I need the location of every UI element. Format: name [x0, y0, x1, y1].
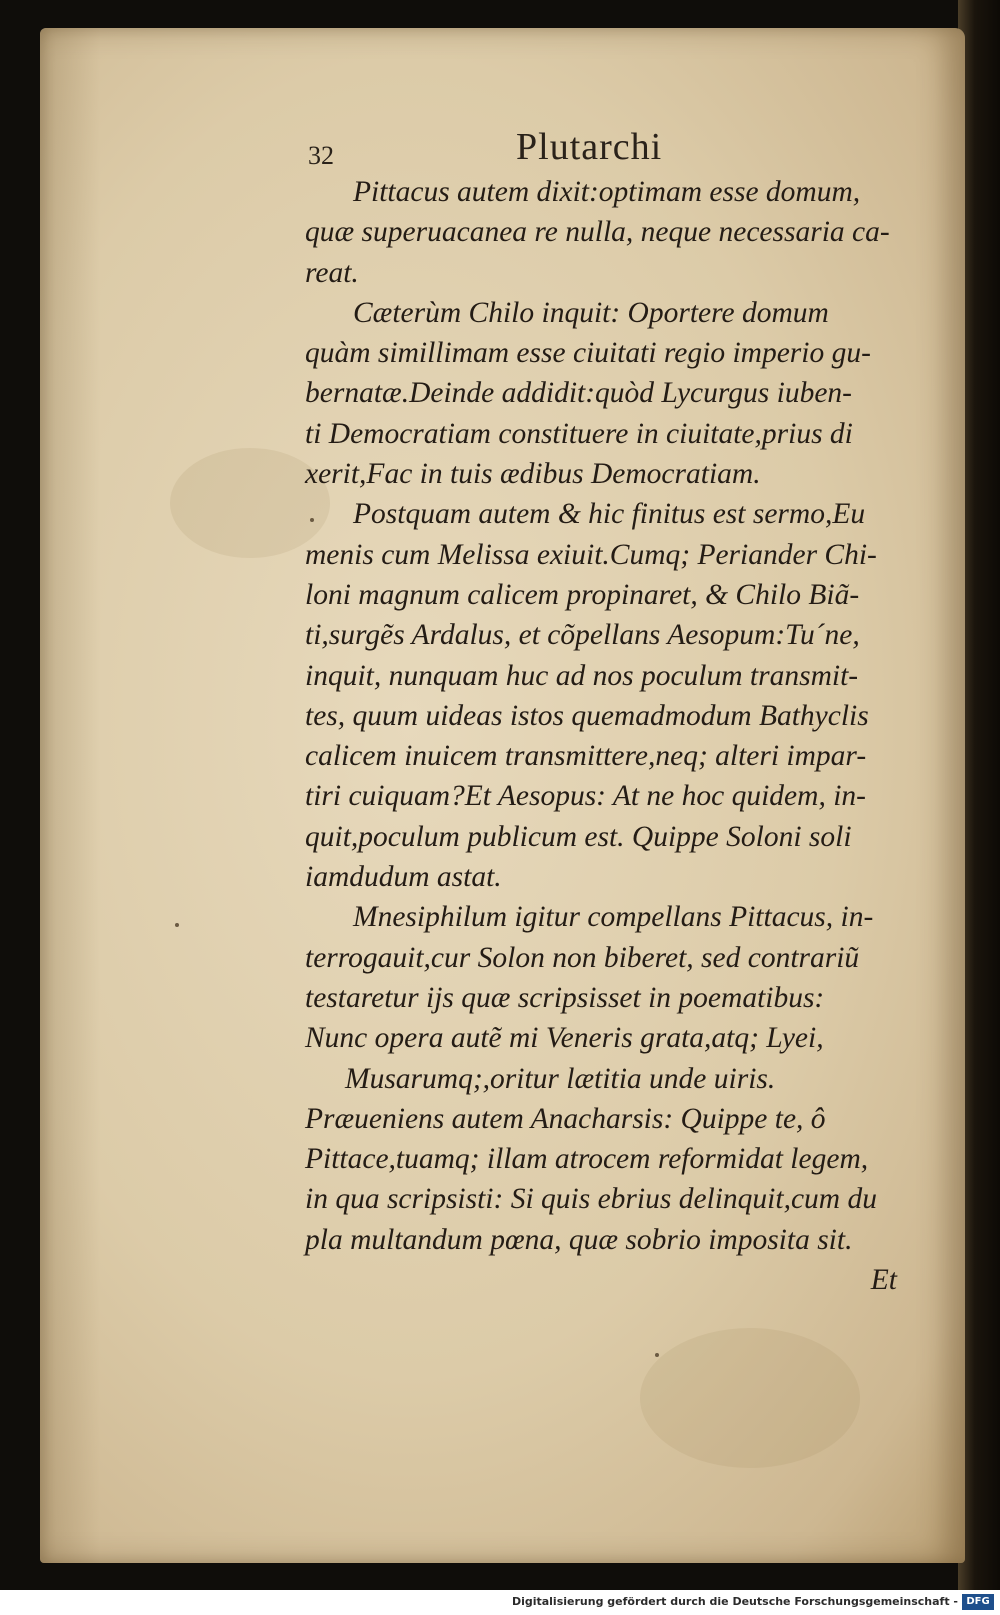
page-number: 32 — [308, 141, 334, 170]
text-line: Postquam autem & hic finitus est sermo,Eu — [353, 498, 866, 531]
text-line: ti Democratiam constituere in ciuitate,prius di — [305, 417, 853, 450]
ink-speck — [655, 1353, 659, 1357]
text-line: terrogauit,cur Solon non biberet, sed contrariũ — [305, 941, 860, 974]
text-line: Cæterùm Chilo inquit: Oportere domum — [353, 296, 829, 329]
text-line: xerit,Fac in tuis ædibus Democratiam. — [305, 458, 761, 491]
text-line: Mnesiphilum igitur compellans Pittacus, in- — [353, 901, 874, 934]
page-gutter-shadow — [40, 28, 100, 1563]
text-line: bernatæ.Deinde addidit:quòd Lycurgus iuben- — [305, 377, 852, 410]
text-line: loni magnum calicem propinaret, & Chilo Biã- — [305, 578, 860, 611]
text-line: tiri cuiquam?Et Aesopus: At ne hoc quidem, in- — [305, 780, 866, 813]
catchword: Et — [870, 1264, 897, 1297]
paper-stain — [640, 1328, 860, 1468]
running-head: Plutarchi — [516, 126, 663, 168]
body-text — [305, 172, 905, 1300]
text-line: iamdudum astat. — [305, 861, 502, 894]
text-line: quæ superuacanea re nulla, neque necessaria ca- — [305, 216, 890, 249]
funding-credit: Digitalisierung gefördert durch die Deutsche Forschungsgemeinschaft - — [511, 1595, 958, 1608]
text-line: tes, quum uideas istos quemadmodum Bathyclis — [305, 699, 869, 732]
text-line: calicem inuicem transmittere,neq; alteri impar- — [305, 740, 867, 773]
text-line: reat. — [305, 256, 359, 289]
text-line: ti,surgẽs Ardalus, et cõpellans Aesopum:Tu´ne, — [305, 619, 860, 652]
text-line: quàm simillimam esse ciuitati regio imperio gu- — [305, 337, 871, 370]
text-line: inquit, nunquam huc ad nos poculum transmit- — [305, 659, 859, 692]
text-line: quit,poculum publicum est. Quippe Soloni soli — [305, 820, 852, 853]
dfg-logo: DFG — [962, 1594, 994, 1610]
text-line: Præueniens autem Anacharsis: Quippe te, ô — [305, 1102, 826, 1135]
text-line: testaretur ijs quæ scripsisset in poematibus: — [305, 981, 825, 1014]
text-line: pla multandum pœna, quæ sobrio imposita sit. — [305, 1223, 853, 1256]
text-line: menis cum Melissa exiuit.Cumq; Periander Chi- — [305, 538, 877, 571]
verse-line: Nunc opera autẽ mi Veneris grata,atq; Lyei, — [305, 1022, 824, 1055]
ink-speck — [175, 923, 179, 927]
verse-line: Musarumq;,oritur lætitia unde uiris. — [345, 1062, 776, 1095]
text-line: Pittacus autem dixit:optimam esse domum, — [353, 176, 861, 208]
footer-bar — [0, 1590, 1000, 1615]
page-header — [270, 95, 870, 170]
text-line: in qua scripsisti: Si quis ebrius delinquit,cum du — [305, 1183, 877, 1216]
text-line: Pittace,tuamq; illam atrocem reformidat legem, — [305, 1143, 869, 1176]
